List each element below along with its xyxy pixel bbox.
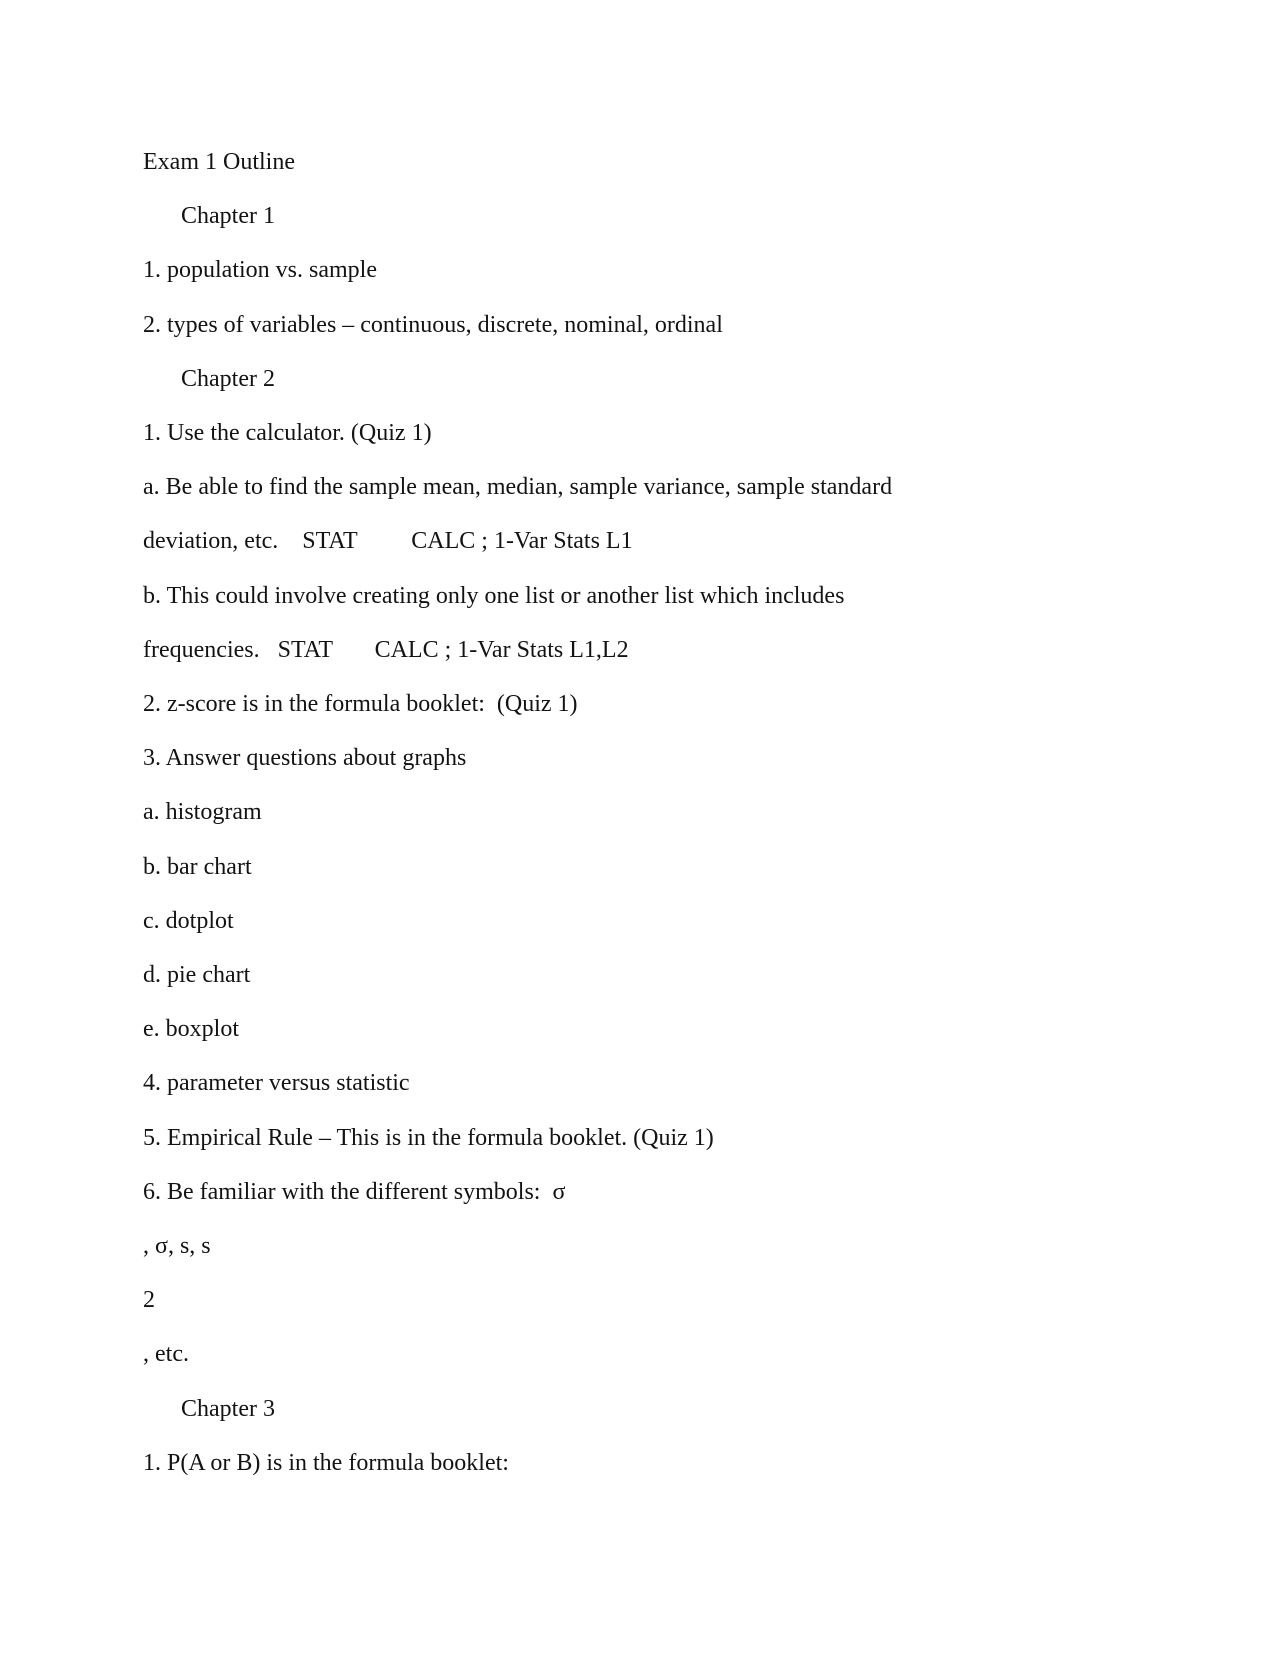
document-line: 6. Be familiar with the different symbols: σ <box>143 1178 566 1205</box>
document-line: a. Be able to find the sample mean, median, sample variance, sample standard <box>143 474 893 501</box>
document-line: 1. population vs. sample <box>143 257 377 284</box>
document-line: 2. types of variables – continuous, discrete, nominal, ordinal <box>143 311 723 338</box>
document-line: b. This could involve creating only one list or another list which includes <box>143 582 845 609</box>
document-line: Chapter 2 <box>181 365 275 392</box>
document-text-block <box>0 135 1280 1490</box>
document-line: c. dotplot <box>143 907 234 934</box>
document-line: 1. P(A or B) is in the formula booklet: <box>143 1449 509 1476</box>
document-line: b. bar chart <box>143 853 252 880</box>
document-line: , etc. <box>143 1341 189 1368</box>
document-line: 5. Empirical Rule – This is in the formula booklet. (Quiz 1) <box>143 1124 714 1151</box>
document-line: a. histogram <box>143 799 262 826</box>
document-line: Chapter 1 <box>181 203 275 230</box>
document-line: 1. Use the calculator. (Quiz 1) <box>143 420 432 447</box>
document-line: 2. z-score is in the formula booklet: (Quiz 1) <box>143 691 578 718</box>
document-line: deviation, etc. STAT CALC ; 1-Var Stats L1 <box>143 528 633 555</box>
document-line: frequencies. STAT CALC ; 1-Var Stats L1,L2 <box>143 636 629 663</box>
document-line: e. boxplot <box>143 1016 239 1043</box>
document-line: 2 <box>143 1287 155 1314</box>
document-line: d. pie chart <box>143 962 251 989</box>
document-line: 4. parameter versus statistic <box>143 1070 410 1097</box>
document-line: 3. Answer questions about graphs <box>143 745 467 772</box>
document-line: , σ, s, s <box>143 1233 211 1260</box>
document-line: Chapter 3 <box>181 1395 275 1422</box>
document-line: Exam 1 Outline <box>143 149 295 175</box>
